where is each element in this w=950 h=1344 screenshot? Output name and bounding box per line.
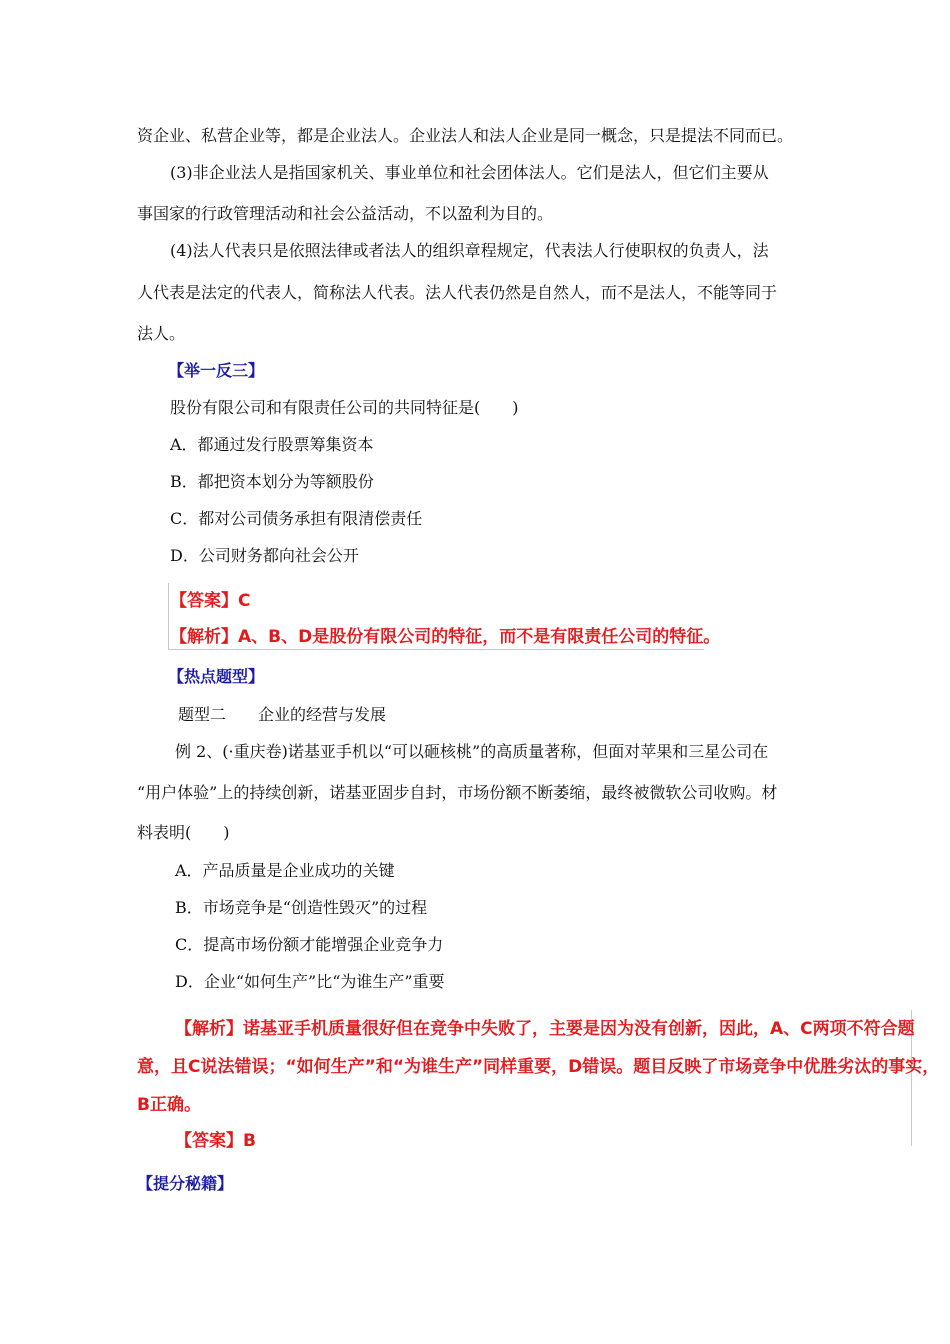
analysis-text: B正确。: [137, 1095, 201, 1115]
option-d: D．公司财务都向社会公开: [170, 546, 359, 565]
answer-text: 【答案】B: [175, 1131, 256, 1151]
paragraph-line: 事国家的行政管理活动和社会公益活动，不以盈利为目的。: [137, 204, 554, 223]
section-heading-tips: 【提分秘籍】: [137, 1174, 234, 1193]
example-line: 例 2、(·重庆卷)诺基亚手机以“可以砸核桃”的高质量著称，但面对苹果和三星公司在: [175, 742, 769, 761]
paragraph-line: 法人。: [137, 324, 186, 343]
option-c: C．提高市场份额才能增强企业竞争力: [175, 935, 444, 954]
option-d: D．企业“如何生产”比“为谁生产”重要: [175, 972, 445, 991]
option-a: A．都通过发行股票筹集资本: [170, 435, 374, 454]
answer-box-border: [168, 649, 704, 650]
analysis-text: 【解析】A、B、D是股份有限公司的特征，而不是有限责任公司的特征。: [170, 627, 721, 647]
answer-box-border: [168, 583, 169, 649]
analysis-text: 意，且C说法错误；“如何生产”和“为谁生产”同样重要，D错误。题目反映了市场竞争中优胜劣汰的事实，: [137, 1057, 940, 1077]
section-heading-practice: 【举一反三】: [168, 361, 265, 380]
section-heading-hot-topic: 【热点题型】: [168, 667, 265, 686]
question-text: 股份有限公司和有限责任公司的共同特征是( ): [170, 398, 519, 417]
option-b: B．市场竞争是“创造性毁灭”的过程: [175, 898, 428, 917]
example-line: “用户体验”上的持续创新，诺基亚固步自封，市场份额不断萎缩，最终被微软公司收购。材: [137, 783, 778, 802]
paragraph-line: 人代表是法定的代表人，简称法人代表。法人代表仍然是自然人，而不是法人，不能等同于: [137, 283, 778, 302]
answer-text: 【答案】C: [170, 591, 251, 611]
paragraph-line: 资企业、私营企业等，都是企业法人。企业法人和法人企业是同一概念，只是提法不同而已。: [137, 126, 794, 145]
example-line: 料表明( ): [137, 823, 230, 842]
option-a: A．产品质量是企业成功的关键: [175, 861, 395, 880]
option-b: B．都把资本划分为等额股份: [170, 472, 374, 491]
topic-type-label: 题型二 企业的经营与发展: [178, 705, 387, 724]
analysis-text: 【解析】诺基亚手机质量很好但在竞争中失败了，主要是因为没有创新，因此，A、C两项不符合题: [175, 1019, 915, 1039]
paragraph-line: (4)法人代表只是依照法律或者法人的组织章程规定，代表法人行使职权的负责人，法: [170, 241, 769, 260]
paragraph-line: (3)非企业法人是指国家机关、事业单位和社会团体法人。它们是法人，但它们主要从: [170, 163, 769, 182]
option-c: C．都对公司债务承担有限清偿责任: [170, 509, 423, 528]
